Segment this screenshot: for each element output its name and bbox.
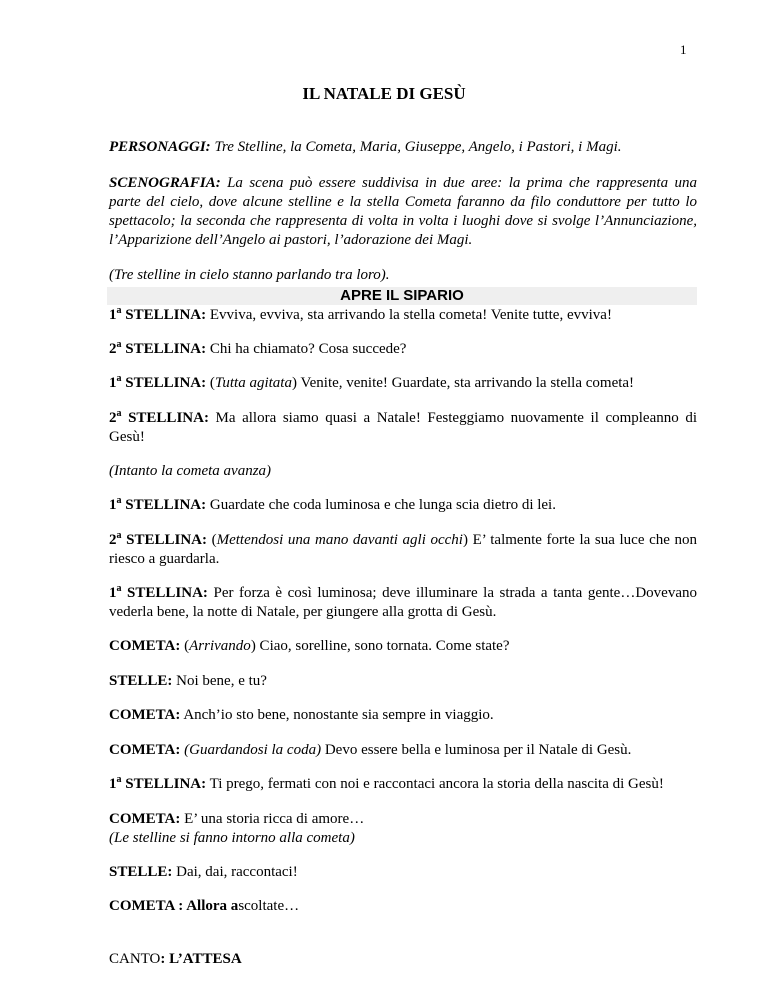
speaker: COMETA: (109, 742, 181, 758)
dialogue-line (109, 672, 697, 691)
dialogue-line (109, 306, 697, 325)
stage-note: (Tre stelline in cielo stanno parlando tra loro). (109, 267, 390, 283)
page-title: IL NATALE DI GESÙ (302, 84, 466, 103)
personaggi-text: Tre Stelline, la Cometa, Maria, Giuseppe, Angelo, i Pastori, i Magi. (214, 139, 622, 155)
line-text: Evviva, evviva, sta arrivando la stella cometa! Venite tutte, evviva! (206, 307, 612, 323)
dialogue-line (109, 863, 697, 882)
speaker: 2$^a$ STELLINA: (109, 408, 209, 426)
line-text: scoltate… (238, 898, 300, 914)
line-text: E’ una storia ricca di amore… (180, 811, 365, 827)
dialogue-line (109, 741, 697, 760)
speaker: 2$^a$ STELLINA: (109, 339, 207, 357)
dialogue-line: COMETA: (Arrivando) Ciao, sorelline, sono tornata. Come state? (109, 638, 510, 654)
dialogue-line (109, 584, 697, 622)
dialogue-line (109, 810, 697, 848)
dialogue-line (109, 496, 697, 515)
stage-note: (Intanto la cometa avanza) (109, 463, 272, 479)
dialogue-line (109, 706, 697, 725)
personaggi-label: PERSONAGGI: (109, 139, 211, 155)
speaker: 1$^a$ STELLINA: (109, 305, 207, 323)
page-number: 1 (680, 42, 687, 57)
speaker: COMETA: (109, 707, 181, 723)
stage-direction: (Guardandosi la coda) (184, 742, 322, 758)
dialogue-line: 2$^a$ STELLINA: (Mettendosi una mano davanti agli occhi) E’ talmente forte la sua luce che non riesco a guardarla. (109, 530, 698, 567)
dialogue-line (109, 409, 697, 447)
speaker: COMETA: (109, 638, 181, 654)
song-title: : L’ATTESA (160, 951, 242, 967)
line-text: ) Ciao, sorelline, sono tornata. Come state? (250, 638, 510, 654)
line-text: Guardate che coda luminosa e che lunga scia dietro di lei. (206, 497, 556, 513)
line-text: Anch’io sto bene, nonostante sia sempre in viaggio. (180, 707, 494, 723)
dialogue-line (109, 897, 697, 916)
speaker: 1$^a$ STELLINA: (109, 774, 207, 792)
speaker: 1$^a$ STELLINA: (109, 495, 207, 513)
stage-direction: (Le stelline si fanno intorno alla cometa) (109, 830, 355, 846)
stage-direction: Arrivando (189, 638, 251, 654)
speaker: 1$^a$ STELLINA: (109, 583, 208, 601)
line-text: Chi ha chiamato? Cosa succede? (206, 341, 407, 357)
song-label: CANTO (109, 951, 161, 967)
personaggi-paragraph (109, 138, 697, 157)
speaker: STELLE: (109, 673, 173, 689)
stage-direction: Tutta agitata (214, 375, 292, 391)
scenografia-paragraph (109, 174, 697, 250)
speaker: COMETA : Allora a (109, 898, 239, 914)
scenografia-label: SCENOGRAFIA: (109, 175, 221, 191)
speaker: 2$^a$ STELLINA: (109, 530, 207, 548)
speaker: STELLE: (109, 864, 173, 880)
song-heading (109, 950, 697, 969)
speaker: 1$^a$ STELLINA: (109, 373, 207, 391)
line-text: Per forza è così luminosa; deve illuminare la strada a tanta gente…Dovevano vederla bene, la notte di Natale, per giungere alla grotta di Gesù. (109, 585, 697, 620)
line-text: Ma allora siamo quasi a Natale! Festeggiamo nuovamente il compleanno di Gesù! (109, 410, 697, 445)
line-text: ) Venite, venite! Guardate, sta arrivando la stella cometa! (291, 375, 635, 391)
line-text: Dai, dai, raccontaci! (172, 864, 298, 880)
line-text: Noi bene, e tu? (172, 673, 267, 689)
line-text: ) E’ talmente forte la sua luce che non riesco a guardarla. (109, 532, 698, 567)
dialogue-line (109, 775, 697, 794)
dialogue-line: 1$^a$ STELLINA: (Tutta agitata) Venite, venite! Guardate, sta arrivando la stella cometa! (109, 373, 635, 391)
scenografia-text: La scena può essere suddivisa in due aree: la prima che rappresenta una parte del cielo, dove alcune stelline e la stella Cometa faranno da filo conduttore per tutto lo spettacolo; la seconda che rappresenta di volta in volta i luoghi dove si svolge l’Annunciazione, l’Apparizione dell’Angelo ai pastori, l’adorazione dei Magi. (109, 175, 697, 248)
line-text: Devo essere bella e luminosa per il Natale di Gesù. (321, 742, 632, 758)
stage-direction: Mettendosi una mano davanti agli occhi (216, 532, 463, 548)
speaker: COMETA: (109, 811, 181, 827)
dialogue-line (109, 340, 697, 359)
line-text: Ti prego, fermati con noi e raccontaci ancora la storia della nascita di Gesù! (206, 776, 664, 792)
sipario-banner: APRE IL SIPARIO (107, 287, 697, 305)
